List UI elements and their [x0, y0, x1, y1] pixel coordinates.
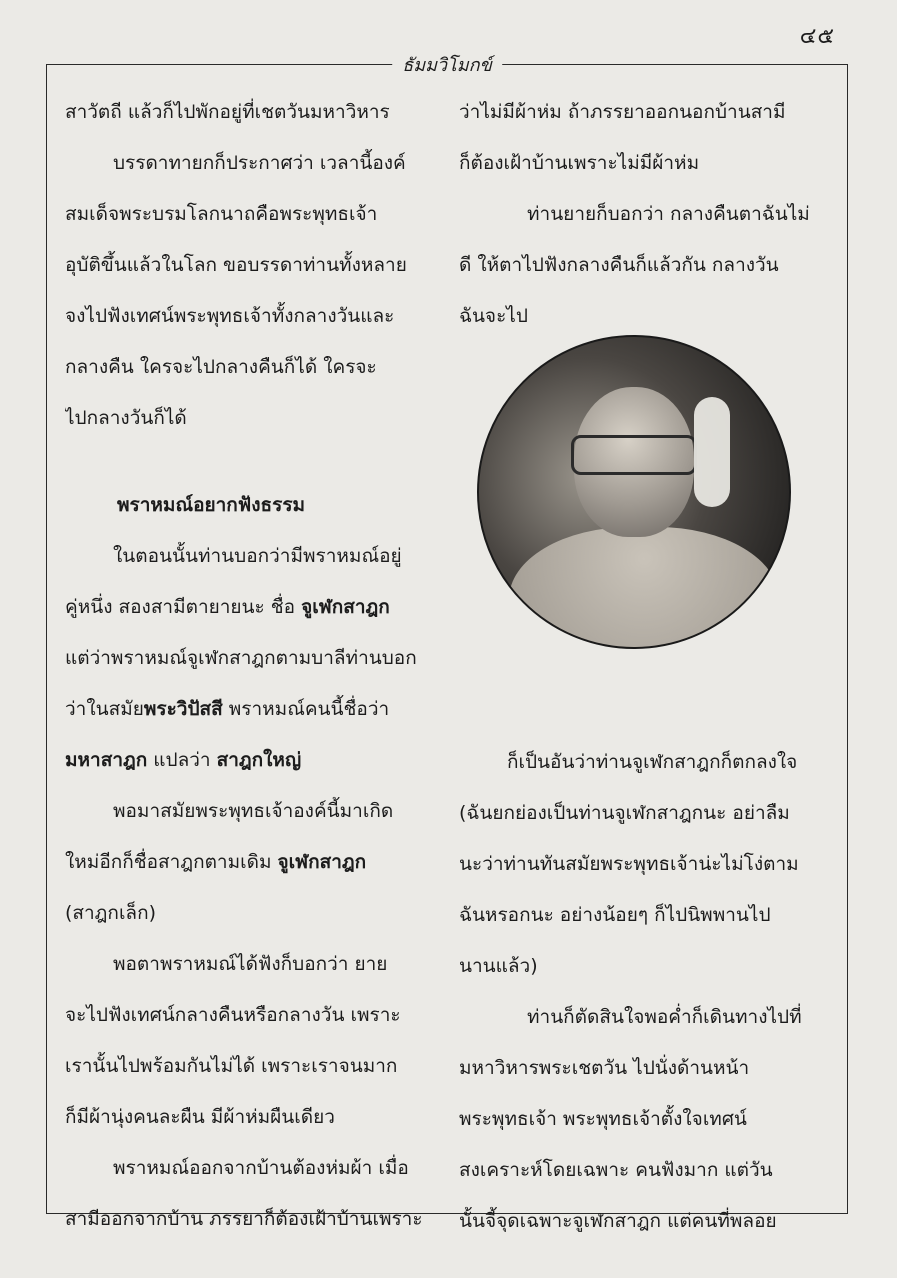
ornament-shape: [694, 397, 730, 507]
text-line: ดี ให้ตาไปฟังกลางคืนก็แล้วกัน กลางวัน: [459, 254, 779, 276]
text-run: ใหม่อีกก็ชื่อสาฎกตามเดิม: [65, 851, 278, 873]
robe-shape: [509, 527, 779, 649]
monk-portrait-photo: [477, 335, 791, 649]
text-line: มหาวิหารพระเชตวัน ไปนั่งด้านหน้า: [459, 1057, 750, 1079]
page-number: ๔๕: [799, 24, 835, 49]
text-line: ก็เป็นอันว่าท่านจูเฬกสาฎกก็ตกลงใจ: [507, 751, 798, 773]
text-line: ท่านยายก็บอกว่า กลางคืนตาฉันไม่: [527, 203, 810, 225]
text-line: ในตอนนั้นท่านบอกว่ามีพราหมณ์อยู่: [113, 545, 402, 567]
text-line: บรรดาทายกก็ประกาศว่า เวลานี้องค์: [113, 152, 406, 174]
text-line: สมเด็จพระบรมโลกนาถคือพระพุทธเจ้า: [65, 203, 378, 225]
text-line: (สาฎกเล็ก): [65, 902, 156, 924]
text-line: ก็ต้องเฝ้าบ้านเพราะไม่มีผ้าห่ม: [459, 152, 700, 174]
bold-name: จูเฬกสาฎก: [301, 596, 390, 618]
text-run: พราหมณ์คนนี้ชื่อว่า: [222, 698, 390, 720]
text-line: เรานั้นไปพร้อมกันไม่ได้ เพราะเราจนมาก: [65, 1055, 398, 1077]
text-line: อุบัติขึ้นแล้วในโลก ขอบรรดาท่านทั้งหลาย: [65, 254, 407, 276]
left-column: [65, 87, 427, 1245]
text-line: [65, 684, 427, 735]
text-line: ไปกลางวันก็ได้: [65, 407, 187, 429]
text-line: พอมาสมัยพระพุทธเจ้าองค์นี้มาเกิด: [113, 800, 394, 822]
text-run: คู่หนึ่ง สองสามีตายายนะ ชื่อ: [65, 596, 302, 618]
text-line: ฉันหรอกนะ อย่างน้อยๆ ก็ไปนิพพานไป: [459, 904, 771, 926]
glasses-shape: [571, 435, 697, 475]
text-run: แปลว่า: [147, 749, 217, 771]
text-run: ว่าในสมัย: [65, 698, 144, 720]
text-line: ท่านก็ตัดสินใจพอค่ำก็เดินทางไปที่: [527, 1006, 802, 1028]
text-line: นะว่าท่านทันสมัยพระพุทธเจ้าน่ะไม่โง่ตาม: [459, 853, 799, 875]
bold-name: จูเฬกสาฎก: [277, 851, 367, 873]
text-line: พราหมณ์ออกจากบ้านต้องห่มผ้า เมื่อ: [113, 1157, 409, 1179]
running-header: ธัมมวิโมกข์: [392, 50, 502, 79]
text-line: จงไปฟังเทศน์พระพุทธเจ้าทั้งกลางวันและ: [65, 305, 395, 327]
text-line: สาวัตถี แล้วก็ไปพักอยู่ที่เชตวันมหาวิหาร: [65, 101, 390, 123]
text-line: แต่ว่าพราหมณ์จูเฬกสาฎกตามบาลีท่านบอก: [65, 647, 417, 669]
section-heading: พราหมณ์อยากฟังธรรม: [117, 494, 306, 516]
right-column: [459, 87, 819, 1247]
text-line: นานแล้ว): [459, 955, 538, 977]
text-line: ก็มีผ้านุ่งคนละผืน มีผ้าห่มผืนเดียว: [65, 1106, 335, 1128]
text-line: พอตาพราหมณ์ได้ฟังก็บอกว่า ยาย: [113, 953, 388, 975]
text-line: ว่าไม่มีผ้าห่ม ถ้าภรรยาออกนอกบ้านสามี: [459, 101, 786, 123]
text-line: ฉันจะไป: [459, 305, 528, 327]
bold-name: พระวิปัสสี: [143, 698, 223, 720]
text-line: พระพุทธเจ้า พระพุทธเจ้าตั้งใจเทศน์: [459, 1108, 747, 1130]
text-line: สงเคราะห์โดยเฉพาะ คนฟังมาก แต่วัน: [459, 1159, 773, 1181]
text-line: นั้นจี้จุดเฉพาะจูเฬกสาฎก แต่คนที่พลอย: [459, 1210, 777, 1232]
text-line: [65, 582, 427, 633]
text-line: กลางคืน ใครจะไปกลางคืนก็ได้ ใครจะ: [65, 356, 377, 378]
bold-name: สาฎกใหญ่: [216, 749, 302, 771]
text-line: จะไปฟังเทศน์กลางคืนหรือกลางวัน เพราะ: [65, 1004, 401, 1026]
text-line: สามีออกจากบ้าน ภรรยาก็ต้องเฝ้าบ้านเพราะ: [65, 1208, 423, 1230]
text-line: [65, 735, 427, 786]
bold-name: มหาสาฎก: [65, 749, 148, 771]
text-line: (ฉันยกย่องเป็นท่านจูเฬกสาฎกนะ อย่าลืม: [459, 802, 790, 824]
content-frame: [46, 55, 848, 1232]
text-line: [65, 837, 427, 888]
